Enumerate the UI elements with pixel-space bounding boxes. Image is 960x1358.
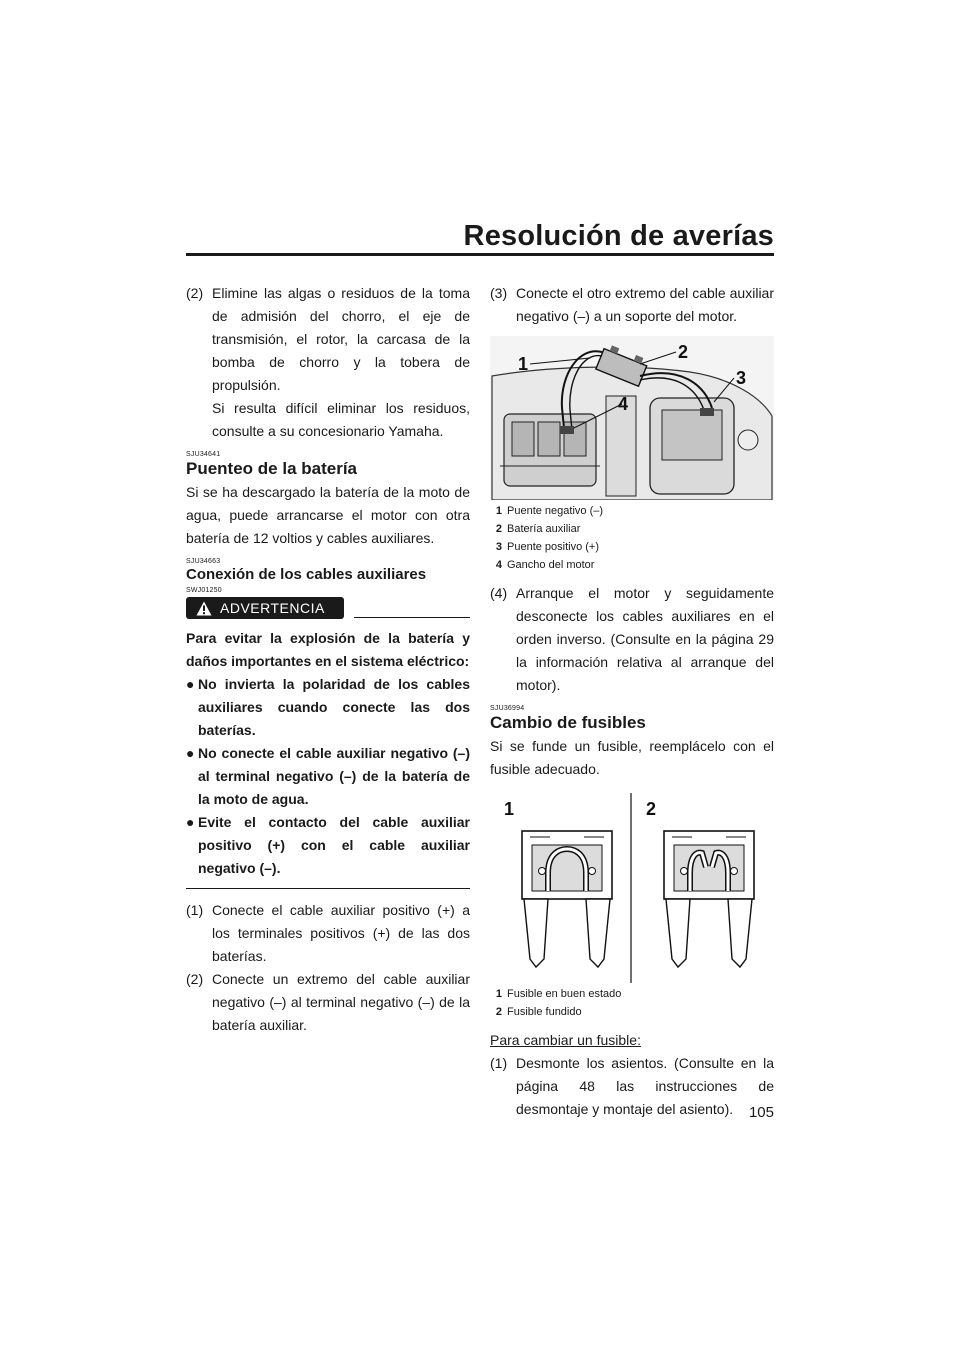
warning-bullet: ● Evite el contacto del cable auxiliar positivo (+) con el cable auxiliar negativo (–). — [186, 811, 470, 880]
section-heading-fuses: Cambio de fusibles — [490, 713, 646, 732]
section-code: SJU34663 — [186, 558, 221, 565]
bullet-icon: ● — [186, 745, 195, 761]
left-column — [186, 282, 470, 1037]
section-code: SJU36994 — [490, 705, 525, 712]
callout-good-fuse: 1 — [504, 799, 515, 819]
figure-1-legend — [490, 502, 774, 574]
callout-3: 3 — [736, 368, 747, 388]
figure-fuses — [490, 793, 774, 983]
callout-4: 4 — [618, 394, 629, 414]
warning-code: SWJ01250 — [186, 587, 222, 594]
paragraph-battery-jump: Si se ha descargado la batería de la moto de agua, puede arrancarse el motor con otra batería de 12 voltios y cables auxiliares. — [186, 484, 470, 546]
page-title: Resolución de averías — [463, 220, 774, 252]
step-text: Elimine las algas o residuos de la toma de admisión del chorro, el eje de transmisión, el rotor, la carcasa de la bomba de chorro y la tobera de propulsión. — [212, 285, 470, 393]
blown-fuse-icon — [664, 831, 754, 967]
figure-engine-jumper — [490, 336, 774, 500]
figure-2-legend — [490, 985, 774, 1021]
legend-item: 2 Fusible fundido — [495, 1006, 582, 1018]
legend-item: 1 Fusible en buen estado — [495, 988, 622, 1000]
step-3-connect-engine-mount: (3) Conecte el otro extremo del cable auxiliar negativo (–) a un soporte del motor. — [490, 285, 774, 324]
warning-icon — [196, 601, 212, 616]
warning-bullet: ● No conecte el cable auxiliar negativo (–) al terminal negativo (–) de la batería de la moto de agua. — [186, 742, 470, 811]
legend-item: 1 Puente negativo (–) — [495, 505, 604, 517]
warning-end-rule — [186, 888, 470, 889]
section-heading-jumper-cables: Conexión de los cables auxiliares — [186, 566, 427, 583]
warning-intro: Para evitar la explosión de la batería y daños importantes en el sistema eléctrico: — [186, 630, 470, 669]
title-rule — [186, 253, 774, 256]
warning-bullet: ● No invierta la polaridad de los cables auxiliares cuando conecte las dos baterías. — [186, 673, 470, 742]
paragraph-fuses: Si se funde un fusible, reemplácelo con el fusible adecuado. — [490, 738, 774, 777]
step-4-start-engine: (4) Arranque el motor y seguidamente desconecte los cables auxiliares en el orden inverso. (Consulte en la página 29 la información relativa al arranque del motor). — [490, 585, 774, 693]
warning-label: ADVERTENCIA — [220, 599, 325, 616]
bullet-icon: ● — [186, 676, 195, 692]
warning-rule — [354, 617, 470, 618]
step-text-note: Si resulta difícil eliminar los residuos, consulte a su concesionario Yamaha. — [212, 400, 470, 439]
section-heading-battery-jump: Puenteo de la batería — [186, 459, 357, 478]
procedure-subtitle: Para cambiar un fusible: — [490, 1032, 641, 1048]
step-number: (2) — [186, 285, 204, 301]
legend-item: 4 Gancho del motor — [495, 559, 595, 571]
step-2-remove-debris — [186, 282, 470, 443]
callout-blown-fuse: 2 — [646, 799, 657, 819]
right-column — [490, 282, 774, 1121]
step-1-remove-seats: (1) Desmonte los asientos. (Consulte en la página 48 las instrucciones de desmontaje y montaje del asiento). — [490, 1055, 774, 1117]
step-2-connect-negative: (2) Conecte un extremo del cable auxiliar negativo (–) al terminal negativo (–) de la batería auxiliar. — [186, 971, 470, 1033]
legend-item: 3 Puente positivo (+) — [495, 541, 600, 553]
page-number: 105 — [748, 1104, 774, 1121]
warning-badge — [186, 597, 344, 619]
step-1-connect-positive: (1) Conecte el cable auxiliar positivo (+) a los terminales positivos (+) de las dos baterías. — [186, 902, 470, 964]
legend-item: 2 Batería auxiliar — [495, 523, 581, 535]
warning-body — [186, 627, 470, 880]
warning-header — [186, 597, 470, 621]
callout-1: 1 — [518, 354, 529, 374]
callout-2: 2 — [678, 342, 689, 362]
section-code: SJU34641 — [186, 451, 221, 458]
fuse-illustration — [490, 793, 774, 983]
good-fuse-icon — [522, 831, 612, 967]
engine-illustration — [490, 336, 774, 500]
bullet-icon: ● — [186, 814, 195, 830]
